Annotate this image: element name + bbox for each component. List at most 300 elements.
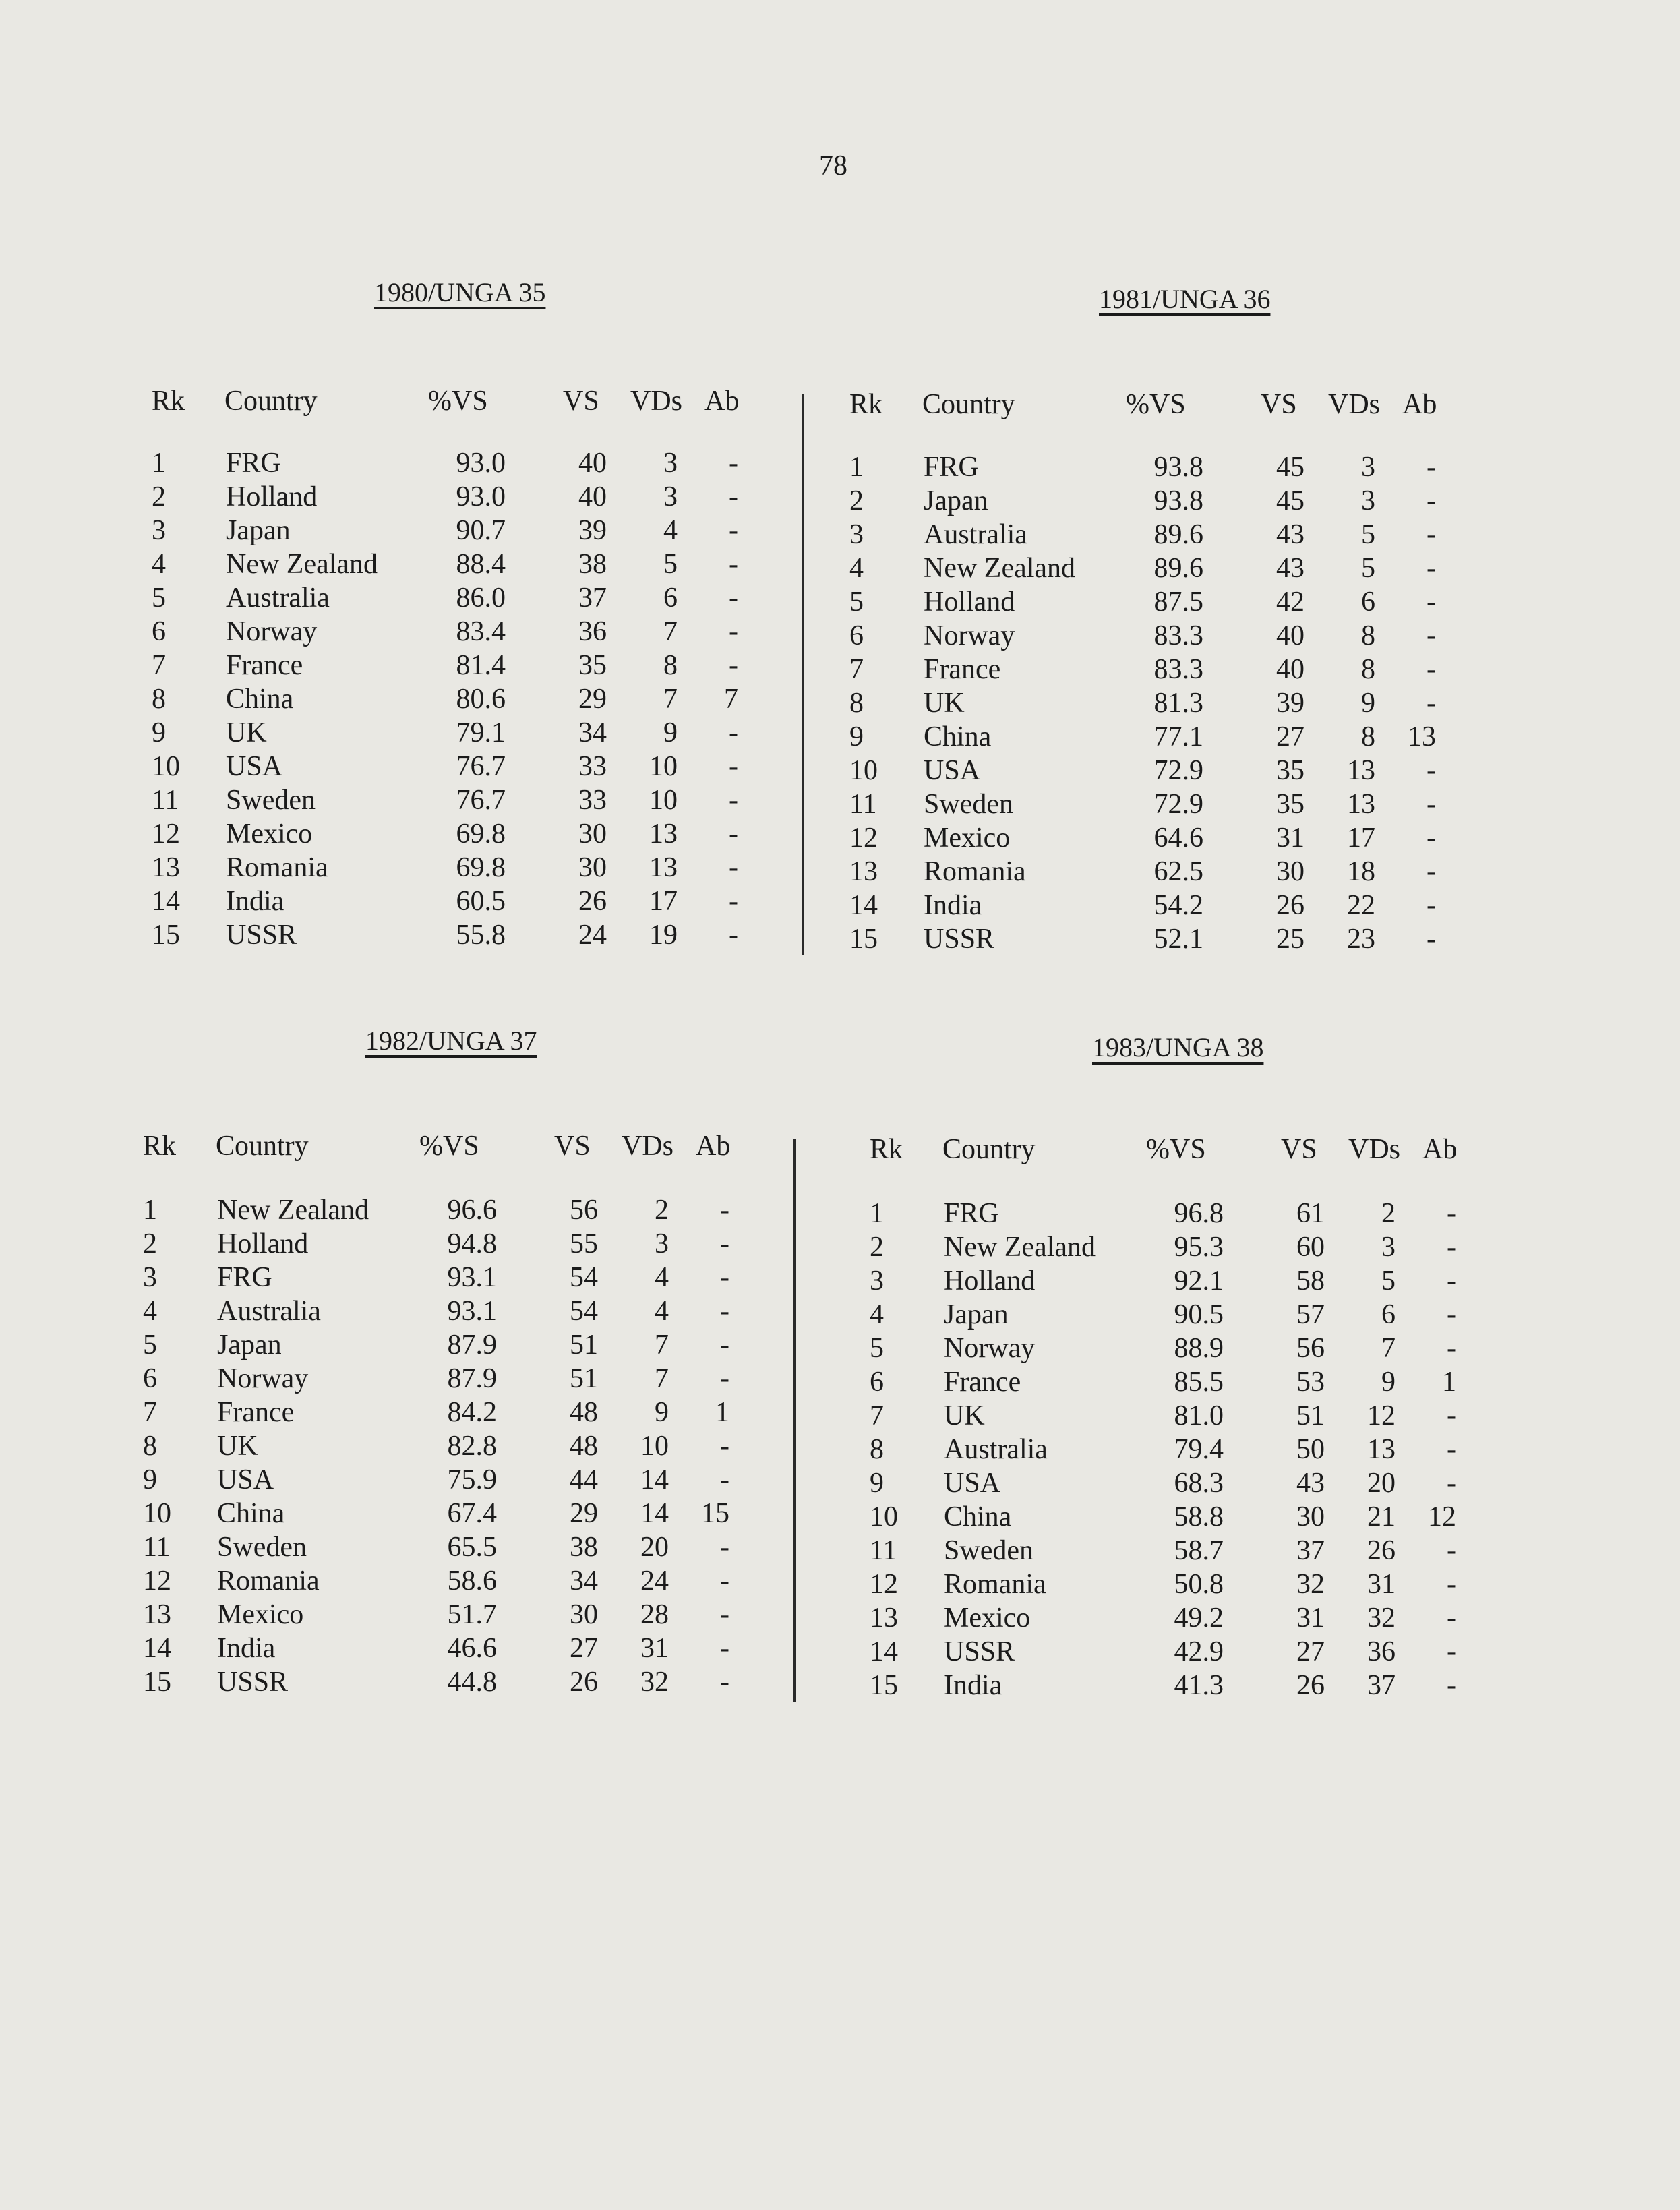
cell-vs: 56	[1296, 1333, 1325, 1364]
table-row	[143, 1665, 884, 1699]
cell-vds: 22	[1347, 890, 1375, 921]
cell-vs: 50	[1296, 1434, 1325, 1465]
cell-rk: 13	[849, 856, 878, 887]
cell-country: UK	[226, 717, 267, 748]
cell-country: USSR	[924, 924, 995, 955]
column-header-pvs: %VS	[1126, 389, 1186, 420]
cell-ab: -	[729, 448, 738, 479]
cell-rk: 14	[849, 890, 878, 921]
cell-vs: 30	[1276, 856, 1304, 887]
cell-vds: 8	[663, 650, 678, 681]
column-header-ab: Ab	[696, 1131, 731, 1162]
cell-country: Holland	[217, 1228, 309, 1259]
cell-rk: 1	[870, 1198, 884, 1229]
cell-ab: -	[1447, 1265, 1456, 1296]
cell-vds: 5	[1361, 519, 1375, 550]
cell-pvs: 58.6	[447, 1565, 497, 1596]
cell-pvs: 82.8	[447, 1431, 497, 1462]
column-header-vds: VDs	[630, 386, 683, 417]
cell-country: USA	[217, 1464, 274, 1495]
page-number: 78	[819, 150, 847, 181]
cell-country: New Zealand	[226, 549, 378, 580]
cell-vs: 54	[570, 1296, 598, 1327]
cell-pvs: 69.8	[456, 818, 506, 849]
table-row	[152, 615, 893, 649]
cell-country: India	[217, 1633, 276, 1664]
column-header-vds: VDs	[1348, 1134, 1401, 1165]
cell-country: China	[217, 1498, 285, 1529]
cell-country: France	[944, 1367, 1021, 1398]
cell-pvs: 62.5	[1153, 856, 1203, 887]
cell-ab: -	[1447, 1670, 1456, 1701]
cell-country: France	[226, 650, 303, 681]
column-header-rk: Rk	[143, 1131, 177, 1162]
column-header-rk: Rk	[849, 389, 883, 420]
cell-ab: -	[1427, 789, 1436, 820]
cell-country: USA	[924, 755, 981, 786]
cell-rk: 4	[152, 549, 166, 580]
cell-vds: 9	[1361, 688, 1375, 719]
cell-vds: 28	[640, 1599, 669, 1630]
cell-ab: -	[1447, 1636, 1456, 1667]
cell-ab: -	[1447, 1299, 1456, 1330]
cell-country: Sweden	[226, 785, 316, 816]
cell-pvs: 76.7	[456, 751, 506, 782]
cell-rk: 8	[849, 688, 864, 719]
cell-vds: 13	[1347, 789, 1375, 820]
cell-vs: 33	[578, 751, 607, 782]
cell-ab: -	[1447, 1198, 1456, 1229]
table-title: 1981/UNGA 36	[1099, 284, 1271, 314]
cell-pvs: 93.1	[447, 1262, 497, 1293]
cell-ab: -	[720, 1330, 729, 1361]
column-header-vs: VS	[554, 1131, 591, 1162]
cell-vds: 2	[655, 1195, 669, 1226]
cell-rk: 6	[870, 1367, 884, 1398]
cell-vds: 32	[1367, 1603, 1396, 1634]
cell-rk: 3	[870, 1265, 884, 1296]
cell-country: Japan	[226, 515, 291, 546]
cell-vs: 30	[578, 852, 607, 883]
cell-vds: 4	[655, 1296, 669, 1327]
cell-vds: 8	[1361, 654, 1375, 685]
cell-country: Japan	[217, 1330, 282, 1361]
cell-vs: 42	[1276, 587, 1304, 618]
column-header-ab: Ab	[1422, 1134, 1458, 1165]
cell-country: Norway	[924, 620, 1015, 651]
table-row	[870, 1466, 1611, 1500]
cell-pvs: 49.2	[1174, 1603, 1224, 1634]
cell-vs: 40	[1276, 620, 1304, 651]
cell-rk: 7	[152, 650, 166, 681]
table-row	[870, 1332, 1611, 1365]
cell-pvs: 89.6	[1153, 519, 1203, 550]
cell-rk: 4	[870, 1299, 884, 1330]
cell-pvs: 90.7	[456, 515, 506, 546]
cell-rk: 12	[849, 823, 878, 854]
cell-vs: 35	[1276, 755, 1304, 786]
cell-ab: -	[729, 616, 738, 647]
cell-country: Norway	[217, 1363, 309, 1394]
table-row	[143, 1530, 884, 1564]
cell-rk: 7	[870, 1400, 884, 1431]
cell-vds: 12	[1367, 1400, 1396, 1431]
table-row	[849, 821, 1591, 855]
cell-rk: 9	[143, 1464, 157, 1495]
cell-vs: 55	[570, 1228, 598, 1259]
cell-vds: 4	[655, 1262, 669, 1293]
cell-country: Norway	[226, 616, 318, 647]
cell-ab: -	[729, 920, 738, 951]
table-row	[870, 1298, 1611, 1332]
cell-ab: -	[1427, 485, 1436, 516]
cell-rk: 6	[152, 616, 166, 647]
table-row	[143, 1564, 884, 1598]
cell-vds: 13	[649, 852, 678, 883]
table-row	[870, 1601, 1611, 1635]
cell-pvs: 75.9	[447, 1464, 497, 1495]
cell-vds: 8	[1361, 721, 1375, 752]
cell-vs: 61	[1296, 1198, 1325, 1229]
cell-pvs: 93.8	[1153, 485, 1203, 516]
cell-rk: 14	[143, 1633, 171, 1664]
cell-pvs: 96.6	[447, 1195, 497, 1226]
cell-vs: 34	[570, 1565, 598, 1596]
cell-pvs: 87.9	[447, 1330, 497, 1361]
table-row	[849, 889, 1591, 922]
cell-vs: 37	[1296, 1535, 1325, 1566]
cell-rk: 4	[143, 1296, 157, 1327]
cell-ab: -	[729, 751, 738, 782]
cell-vds: 9	[655, 1397, 669, 1428]
cell-ab: -	[1427, 924, 1436, 955]
cell-country: Romania	[944, 1569, 1046, 1600]
cell-pvs: 94.8	[447, 1228, 497, 1259]
cell-rk: 10	[870, 1501, 898, 1532]
cell-vs: 24	[578, 920, 607, 951]
table-row	[143, 1261, 884, 1294]
cell-ab: 12	[1428, 1501, 1456, 1532]
cell-rk: 9	[870, 1468, 884, 1499]
cell-rk: 6	[143, 1363, 157, 1394]
cell-vds: 7	[663, 616, 678, 647]
column-header-vs: VS	[1261, 389, 1297, 420]
cell-country: Norway	[944, 1333, 1036, 1364]
cell-pvs: 93.1	[447, 1296, 497, 1327]
cell-rk: 3	[849, 519, 864, 550]
cell-vs: 40	[578, 481, 607, 512]
cell-vds: 13	[649, 818, 678, 849]
cell-vds: 10	[649, 785, 678, 816]
cell-rk: 15	[143, 1667, 171, 1698]
cell-country: USSR	[217, 1667, 289, 1698]
cell-rk: 14	[870, 1636, 898, 1667]
cell-country: USA	[944, 1468, 1001, 1499]
cell-vs: 35	[578, 650, 607, 681]
cell-vs: 39	[1276, 688, 1304, 719]
cell-ab: -	[720, 1532, 729, 1563]
cell-vds: 3	[655, 1228, 669, 1259]
cell-pvs: 80.6	[456, 684, 506, 715]
cell-vs: 48	[570, 1431, 598, 1462]
table-title: 1980/UNGA 35	[374, 277, 546, 307]
cell-vds: 20	[640, 1532, 669, 1563]
cell-pvs: 60.5	[456, 886, 506, 917]
cell-pvs: 93.0	[456, 448, 506, 479]
table-row	[849, 720, 1591, 754]
cell-pvs: 83.3	[1153, 620, 1203, 651]
table-row	[143, 1328, 884, 1362]
cell-country: USSR	[944, 1636, 1015, 1667]
cell-vs: 37	[578, 583, 607, 614]
cell-pvs: 81.0	[1174, 1400, 1224, 1431]
cell-rk: 3	[152, 515, 166, 546]
cell-vds: 5	[663, 549, 678, 580]
cell-ab: -	[720, 1464, 729, 1495]
cell-rk: 11	[152, 785, 179, 816]
cell-vs: 30	[570, 1599, 598, 1630]
cell-vds: 9	[663, 717, 678, 748]
cell-pvs: 87.5	[1153, 587, 1203, 618]
cell-country: USA	[226, 751, 283, 782]
cell-country: USSR	[226, 920, 297, 951]
cell-pvs: 69.8	[456, 852, 506, 883]
cell-pvs: 72.9	[1153, 755, 1203, 786]
cell-country: New Zealand	[924, 553, 1076, 584]
cell-ab: -	[729, 886, 738, 917]
table-row	[870, 1365, 1611, 1399]
cell-vs: 25	[1276, 924, 1304, 955]
cell-ab: -	[720, 1633, 729, 1664]
cell-ab: -	[1427, 890, 1436, 921]
cell-vds: 19	[649, 920, 678, 951]
cell-ab: -	[1427, 755, 1436, 786]
cell-country: FRG	[944, 1198, 999, 1229]
cell-pvs: 51.7	[447, 1599, 497, 1630]
table-row	[849, 787, 1591, 821]
cell-rk: 13	[143, 1599, 171, 1630]
cell-country: Sweden	[217, 1532, 307, 1563]
cell-ab: -	[1447, 1569, 1456, 1600]
cell-vds: 31	[640, 1633, 669, 1664]
cell-country: India	[944, 1670, 1002, 1701]
cell-vs: 45	[1276, 452, 1304, 483]
cell-vs: 32	[1296, 1569, 1325, 1600]
column-header-ab: Ab	[704, 386, 740, 417]
cell-ab: -	[720, 1565, 729, 1596]
cell-pvs: 41.3	[1174, 1670, 1224, 1701]
cell-ab: -	[729, 717, 738, 748]
cell-country: Japan	[924, 485, 988, 516]
cell-pvs: 79.1	[456, 717, 506, 748]
table-row	[143, 1429, 884, 1463]
cell-ab: -	[729, 583, 738, 614]
cell-vds: 3	[663, 481, 678, 512]
cell-vds: 10	[640, 1431, 669, 1462]
table-row	[143, 1227, 884, 1261]
table-row	[870, 1669, 1611, 1702]
table-row	[152, 649, 893, 682]
column-header-vs: VS	[563, 386, 599, 417]
cell-country: UK	[944, 1400, 985, 1431]
cell-country: India	[226, 886, 284, 917]
cell-country: New Zealand	[944, 1232, 1096, 1263]
cell-country: Mexico	[924, 823, 1011, 854]
table-row	[870, 1230, 1611, 1264]
cell-ab: 1	[1442, 1367, 1456, 1398]
cell-country: China	[226, 684, 294, 715]
cell-country: France	[217, 1397, 295, 1428]
cell-vds: 26	[1367, 1535, 1396, 1566]
cell-pvs: 81.3	[1153, 688, 1203, 719]
cell-rk: 13	[152, 852, 180, 883]
cell-vds: 3	[1361, 485, 1375, 516]
cell-ab: -	[1427, 620, 1436, 651]
cell-pvs: 95.3	[1174, 1232, 1224, 1263]
cell-vs: 27	[1276, 721, 1304, 752]
cell-vs: 60	[1296, 1232, 1325, 1263]
cell-country: Sweden	[924, 789, 1013, 820]
cell-ab: 13	[1408, 721, 1436, 752]
table-row	[143, 1632, 884, 1665]
cell-vds: 21	[1367, 1501, 1396, 1532]
cell-rk: 15	[870, 1670, 898, 1701]
cell-vs: 51	[1296, 1400, 1325, 1431]
cell-vs: 44	[570, 1464, 598, 1495]
cell-ab: 7	[724, 684, 738, 715]
cell-ab: -	[729, 515, 738, 546]
cell-vs: 39	[578, 515, 607, 546]
cell-rk: 11	[870, 1535, 897, 1566]
cell-vs: 26	[1296, 1670, 1325, 1701]
cell-rk: 2	[870, 1232, 884, 1263]
cell-rk: 15	[849, 924, 878, 955]
cell-ab: -	[720, 1667, 729, 1698]
cell-ab: -	[1427, 823, 1436, 854]
cell-country: Romania	[226, 852, 328, 883]
cell-pvs: 58.7	[1174, 1535, 1224, 1566]
cell-country: Australia	[226, 583, 330, 614]
column-header-rk: Rk	[870, 1134, 903, 1165]
cell-pvs: 79.4	[1174, 1434, 1224, 1465]
cell-rk: 12	[152, 818, 180, 849]
cell-rk: 8	[143, 1431, 157, 1462]
cell-rk: 15	[152, 920, 180, 951]
cell-ab: -	[1427, 856, 1436, 887]
cell-vs: 51	[570, 1330, 598, 1361]
cell-ab: -	[729, 785, 738, 816]
cell-ab: -	[1447, 1333, 1456, 1364]
cell-country: Holland	[924, 587, 1015, 618]
table-row	[870, 1500, 1611, 1534]
cell-rk: 8	[870, 1434, 884, 1465]
table-row	[870, 1635, 1611, 1669]
cell-pvs: 42.9	[1174, 1636, 1224, 1667]
cell-rk: 14	[152, 886, 180, 917]
cell-ab: -	[720, 1363, 729, 1394]
table-row	[152, 918, 893, 952]
cell-pvs: 96.8	[1174, 1198, 1224, 1229]
cell-pvs: 85.5	[1174, 1367, 1224, 1398]
cell-vs: 40	[1276, 654, 1304, 685]
cell-country: India	[924, 890, 982, 921]
cell-country: FRG	[217, 1262, 272, 1293]
cell-pvs: 81.4	[456, 650, 506, 681]
cell-vs: 57	[1296, 1299, 1325, 1330]
column-header-country: Country	[224, 386, 318, 417]
cell-vs: 26	[1276, 890, 1304, 921]
cell-ab: -	[729, 481, 738, 512]
cell-ab: -	[1447, 1400, 1456, 1431]
cell-ab: -	[729, 549, 738, 580]
table-row	[152, 581, 893, 615]
cell-vds: 3	[1381, 1232, 1396, 1263]
column-header-pvs: %VS	[428, 386, 488, 417]
cell-ab: -	[1427, 452, 1436, 483]
cell-ab: -	[1447, 1535, 1456, 1566]
cell-vs: 30	[1296, 1501, 1325, 1532]
table-row	[143, 1463, 884, 1497]
cell-vds: 37	[1367, 1670, 1396, 1701]
cell-country: Australia	[924, 519, 1027, 550]
cell-pvs: 65.5	[447, 1532, 497, 1563]
table-row	[152, 783, 893, 817]
cell-vds: 23	[1347, 924, 1375, 955]
table-row	[152, 716, 893, 750]
table-row	[849, 551, 1591, 585]
cell-ab: -	[1427, 519, 1436, 550]
cell-vs: 29	[570, 1498, 598, 1529]
cell-vds: 31	[1367, 1569, 1396, 1600]
cell-pvs: 88.9	[1174, 1333, 1224, 1364]
cell-vs: 36	[578, 616, 607, 647]
cell-pvs: 90.5	[1174, 1299, 1224, 1330]
column-header-country: Country	[922, 389, 1015, 420]
table-row	[849, 450, 1591, 484]
cell-country: Japan	[944, 1299, 1009, 1330]
cell-vs: 29	[578, 684, 607, 715]
table-title: 1982/UNGA 37	[365, 1025, 537, 1056]
cell-ab: -	[720, 1599, 729, 1630]
cell-pvs: 54.2	[1153, 890, 1203, 921]
table-row	[849, 484, 1591, 518]
column-header-vs: VS	[1281, 1134, 1317, 1165]
cell-vs: 40	[578, 448, 607, 479]
cell-rk: 5	[143, 1330, 157, 1361]
cell-country: Holland	[226, 481, 318, 512]
cell-vs: 31	[1296, 1603, 1325, 1634]
cell-vds: 7	[1381, 1333, 1396, 1364]
cell-country: Australia	[217, 1296, 321, 1327]
cell-vs: 38	[578, 549, 607, 580]
table-row	[849, 518, 1591, 551]
cell-vds: 9	[1381, 1367, 1396, 1398]
cell-vds: 17	[1347, 823, 1375, 854]
cell-ab: -	[720, 1296, 729, 1327]
cell-pvs: 52.1	[1153, 924, 1203, 955]
cell-vds: 7	[655, 1363, 669, 1394]
cell-pvs: 86.0	[456, 583, 506, 614]
cell-ab: -	[720, 1431, 729, 1462]
column-header-pvs: %VS	[1146, 1134, 1206, 1165]
column-header-vds: VDs	[1328, 389, 1381, 420]
cell-ab: -	[720, 1262, 729, 1293]
cell-country: UK	[924, 688, 965, 719]
cell-vds: 7	[655, 1330, 669, 1361]
table-row	[152, 547, 893, 581]
cell-rk: 1	[849, 452, 864, 483]
cell-ab: 15	[701, 1498, 729, 1529]
